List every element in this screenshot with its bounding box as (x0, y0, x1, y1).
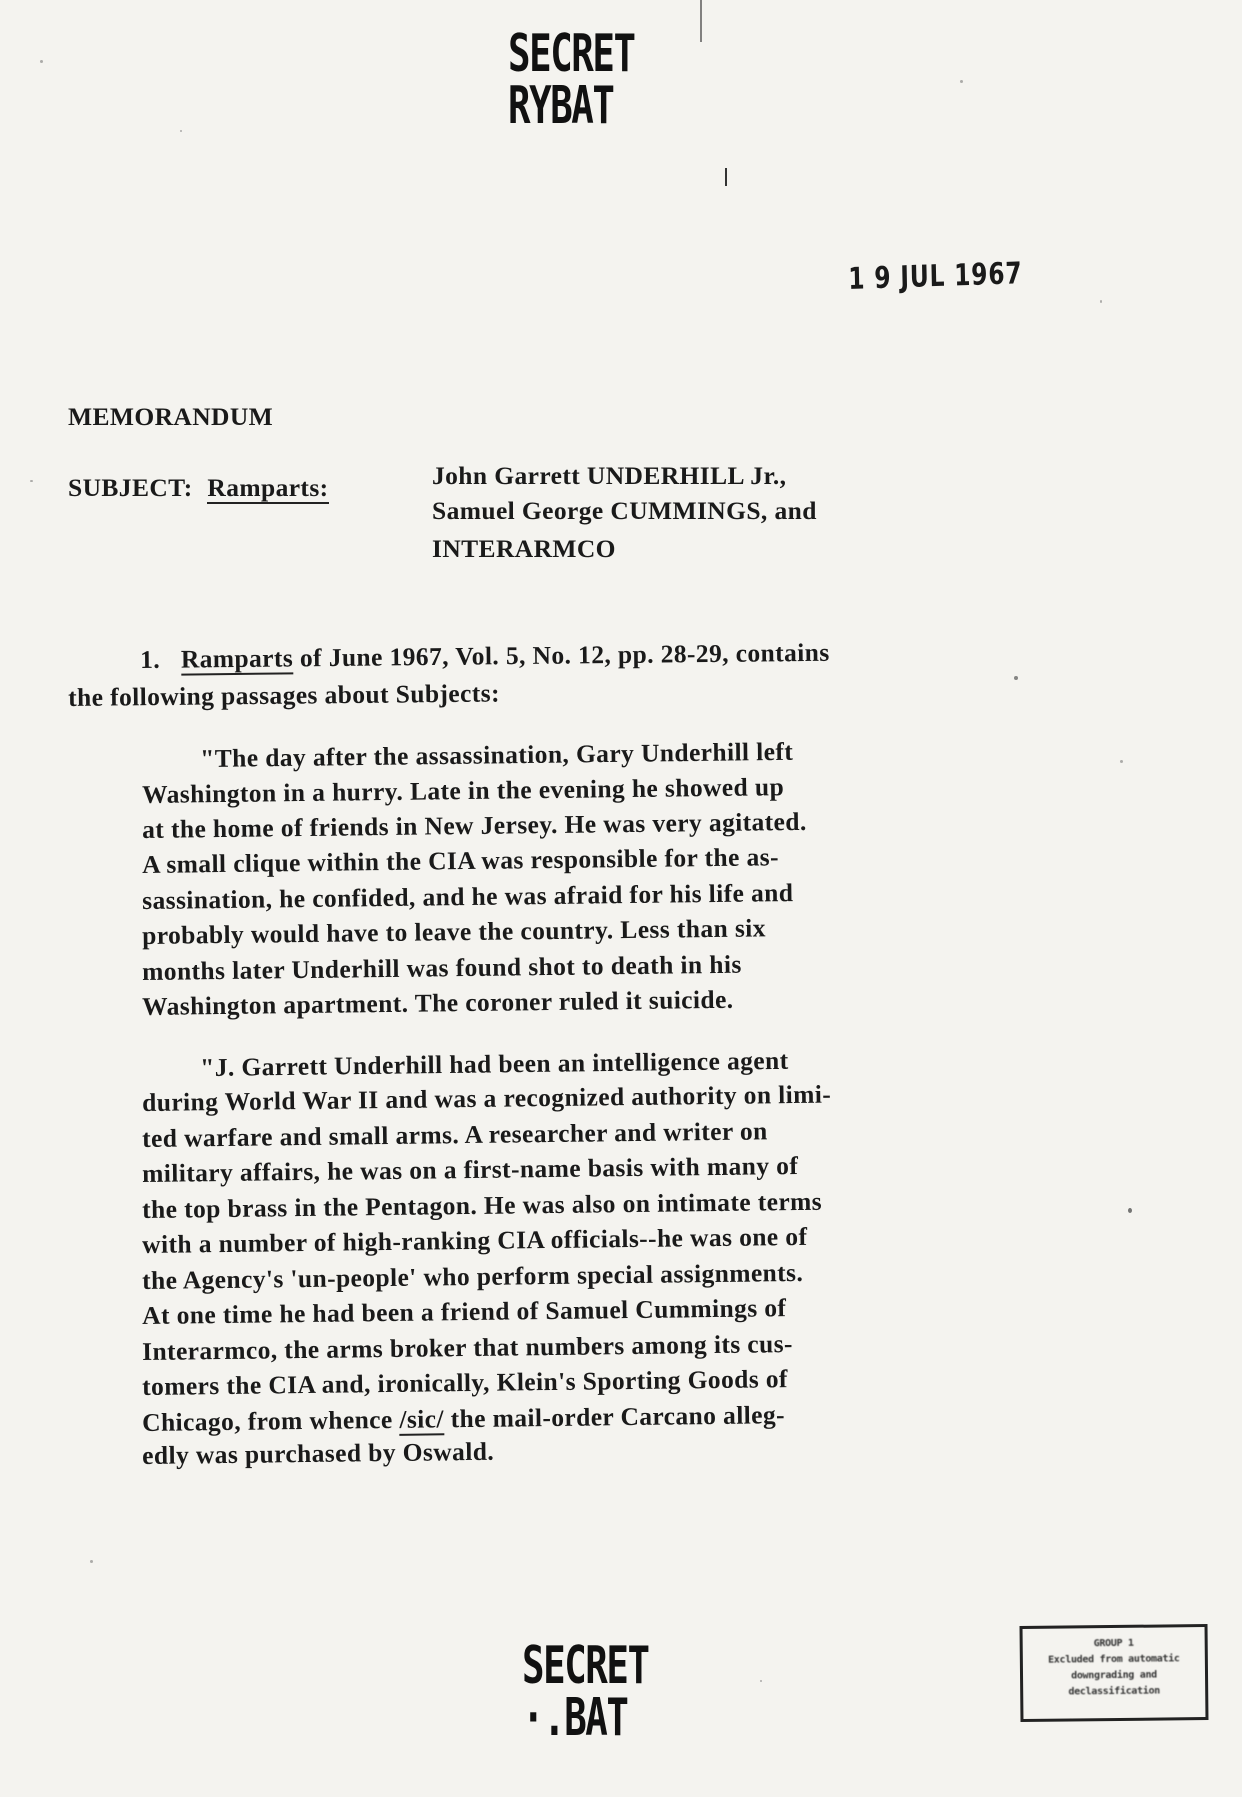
group-stamp-line: GROUP 1 (1093, 1637, 1134, 1650)
top-classification-stamp (508, 24, 635, 136)
quote-2-line-4: military affairs, he was on a first-name basis with many of (142, 1150, 799, 1188)
quote-1-line-1: "The day after the assassination, Gary Underhill left (200, 736, 794, 773)
group-stamp-line: downgrading and (1071, 1669, 1157, 1682)
quote-1-line-6: probably would have to leave the country. Less than six (142, 913, 766, 950)
quote-1-line-4: A small clique within the CIA was responsible for the as- (142, 842, 780, 879)
scan-mark (725, 168, 727, 186)
subject-line-2: Samuel George CUMMINGS, and (432, 496, 817, 525)
quote-2-line-1: "J. Garrett Underhill had been an intelligence agent (200, 1045, 789, 1082)
subject-publication: Ramparts: (207, 473, 329, 502)
sic-notation: /sic/ (399, 1404, 445, 1434)
stamp-secret-text: SECRET (508, 24, 635, 84)
scan-speck (90, 1560, 93, 1563)
quote-2-line-6: with a number of high-ranking CIA officials--he was one of (142, 1221, 808, 1259)
date-stamp: 1 9 JUL 1967 (848, 256, 1023, 297)
quote-2-line-9: Interarmco, the arms broker that numbers among its cus- (142, 1329, 794, 1366)
scan-speck (960, 80, 963, 83)
quote-2-line-5: the top brass in the Pentagon. He was also on intimate terms (142, 1186, 823, 1224)
subject-label (68, 473, 329, 503)
quote-2-line-11 (142, 1400, 785, 1438)
quote-2-line-2: during World War II and was a recognized authority on limi- (142, 1079, 832, 1117)
scan-mark (700, 0, 702, 42)
paragraph-number: 1. (140, 644, 161, 674)
quote-2-line-12: edly was purchased by Oswald. (142, 1436, 495, 1470)
subject-line-1: John Garrett UNDERHILL Jr., (432, 461, 787, 490)
scan-speck (40, 60, 43, 63)
quote-2-line-10: tomers the CIA and, ironically, Klein's Sporting Goods of (142, 1364, 789, 1401)
bottom-classification-stamp (522, 1636, 649, 1748)
scan-speck (180, 130, 182, 132)
quote-1-line-5: sassination, he confided, and he was afraid for his life and (142, 878, 794, 915)
group-exclusion-stamp (1020, 1624, 1209, 1722)
quote-2-line-8: At one time he had been a friend of Samuel Cummings of (142, 1293, 787, 1330)
scan-speck (30, 480, 33, 482)
quote-2-line-3: ted warfare and small arms. A researcher and writer on (142, 1116, 768, 1153)
scan-speck (760, 1680, 762, 1682)
paragraph-1-text: of June 1967, Vol. 5, No. 12, pp. 28-29, contains (299, 637, 830, 673)
subject-label-text: SUBJECT: (68, 473, 193, 502)
paragraph-1-line-1 (140, 638, 830, 675)
quote-2-line-11-end: the mail-order Carcano alleg- (443, 1400, 786, 1434)
scan-speck (1120, 760, 1123, 763)
memo-heading: MEMORANDUM (68, 402, 274, 431)
quote-1-line-3: at the home of friends in New Jersey. He was very agitated. (142, 806, 807, 844)
quote-1-line-7: months later Underhill was found shot to death in his (142, 949, 742, 986)
paragraph-1-line-2: the following passages about Subjects: (68, 678, 501, 712)
quote-2-line-7: the Agency's 'un-people' who perform special assignments. (142, 1257, 804, 1295)
scan-speck (1100, 300, 1102, 303)
quote-1-line-8: Washington apartment. The coroner ruled it suicide. (142, 984, 734, 1021)
paragraph-publication: Ramparts (180, 643, 294, 674)
stamp-rybat-text: ·.BAT (522, 1688, 628, 1748)
stamp-secret-text: SECRET (522, 1636, 649, 1696)
scan-speck (1128, 1208, 1132, 1213)
quote-2-line-11-start: Chicago, from whence (142, 1404, 400, 1437)
subject-line-3: INTERARMCO (432, 534, 616, 563)
scan-speck (1014, 676, 1018, 680)
group-stamp-line: declassification (1068, 1685, 1161, 1698)
group-stamp-line: Excluded from automatic (1048, 1653, 1180, 1666)
quote-1-line-2: Washington in a hurry. Late in the evening he showed up (142, 772, 785, 809)
stamp-rybat-text: RYBAT (508, 76, 614, 136)
